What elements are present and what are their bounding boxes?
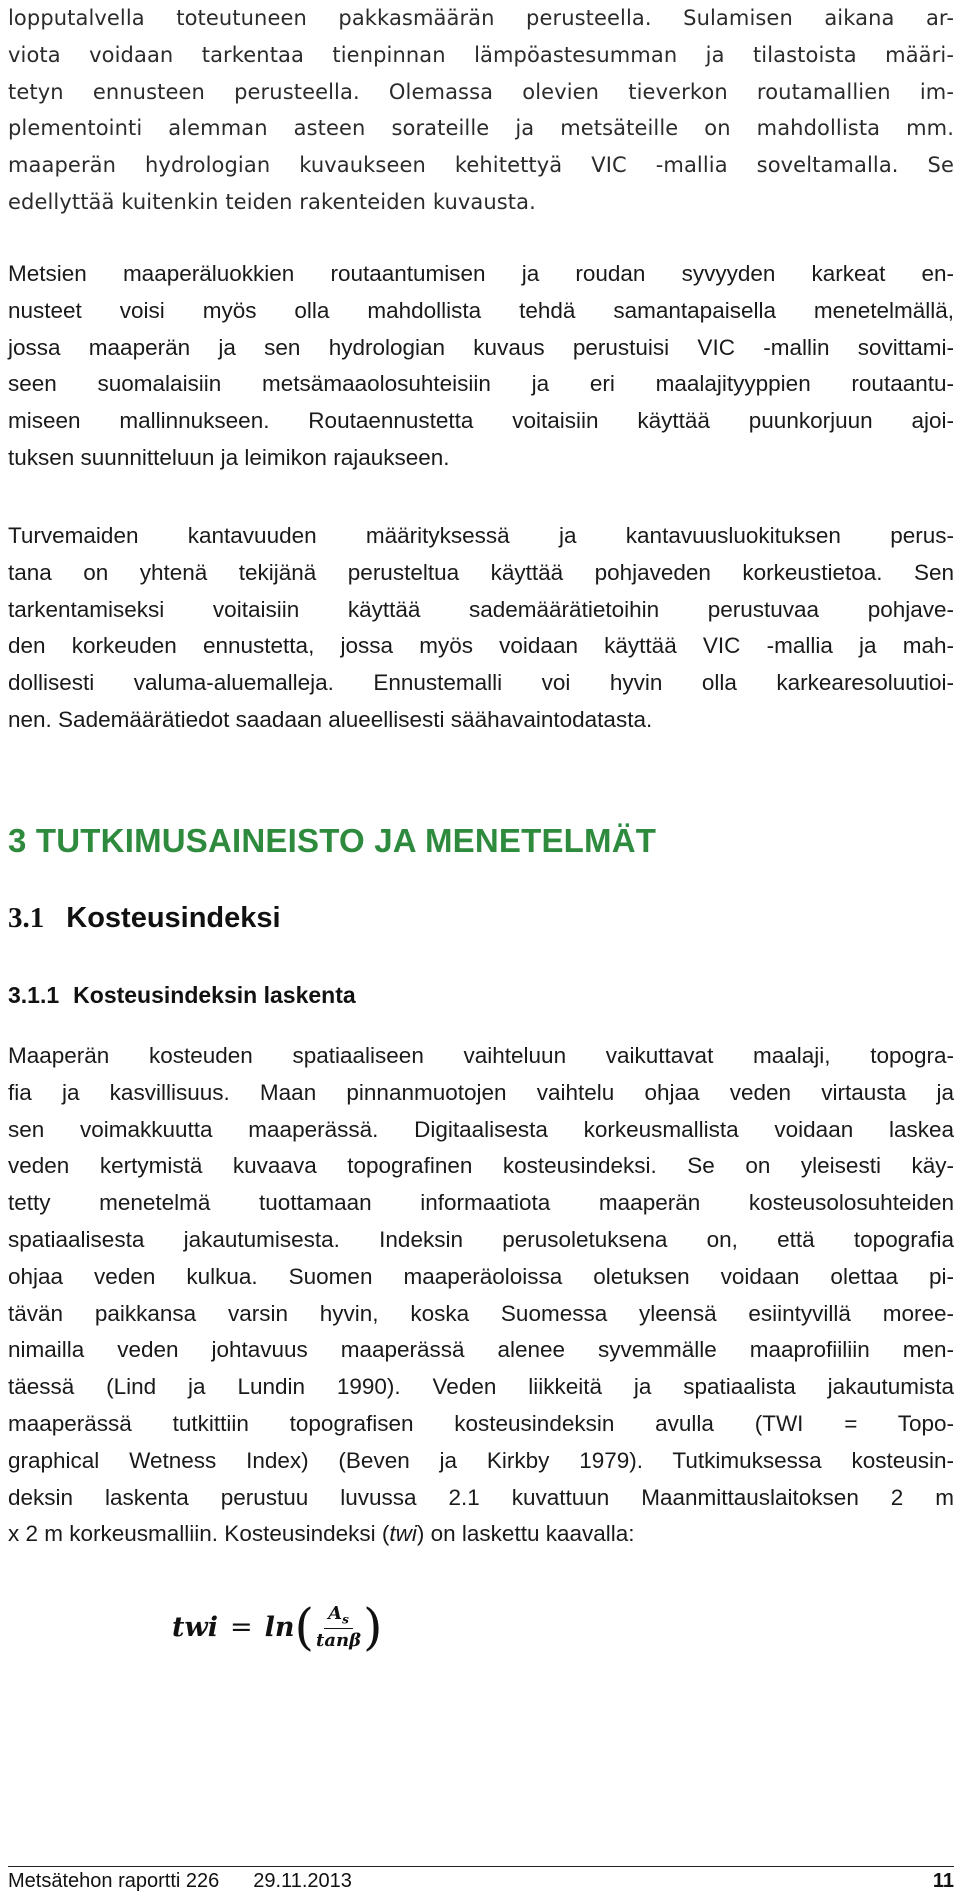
- numerator-symbol: A: [328, 1603, 343, 1625]
- formula-fraction: [316, 1603, 361, 1651]
- text-line: tarkentamiseksi voitaisiin käyttää sademäärätietoihin perustuvaa pohjave-: [8, 596, 954, 622]
- text-line: maaperässä tutkittiin topografisen kosteusindeksin avulla (TWI = Topo-: [8, 1410, 954, 1436]
- text-line: jossa maaperän ja sen hydrologian kuvaus perustuisi VIC -mallin sovittami-: [8, 334, 954, 360]
- text-line: edellyttää kuitenkin teiden rakenteiden kuvausta.: [8, 189, 536, 214]
- formula-numerator: [324, 1603, 353, 1629]
- subsection-number: 3.1.1: [8, 982, 60, 1008]
- chapter-heading: 3 TUTKIMUSAINEISTO JA MENETELMÄT: [8, 822, 657, 859]
- text-line: dollisesti valuma-aluemalleja. Ennustemalli voi hyvin olla karkearesoluutioi-: [8, 670, 954, 696]
- formula-lhs: twi: [172, 1611, 218, 1643]
- formula-close-paren: ): [363, 1598, 383, 1656]
- text-line: den korkeuden ennustetta, jossa myös voidaan käyttää VIC -mallia ja mah-: [8, 633, 954, 659]
- text-line: tana on yhtenä tekijänä perusteltua käyttää pohjaveden korkeustietoa. Sen: [8, 559, 954, 585]
- formula-denominator: tanβ: [316, 1629, 362, 1651]
- paragraph-frost-forecast: [8, 0, 954, 221]
- footer-date: 29.11.2013: [253, 1870, 352, 1892]
- formula-open-paren: (: [294, 1598, 315, 1656]
- subsection-heading: [8, 982, 356, 1009]
- text-line: Turvemaiden kantavuuden määrityksessä ja kantavuusluokituksen perus-: [8, 523, 954, 548]
- text-line: plementointi alemman asteen sorateille ja metsäteille on mahdollista mm.: [8, 116, 954, 141]
- text-line: fia ja kasvillisuus. Maan pinnanmuotojen vaihtelu ohjaa veden virtausta ja: [8, 1079, 954, 1105]
- text-line: spatiaalisesta jakautumisesta. Indeksin perusoletuksena on, että topografia: [8, 1226, 954, 1252]
- numerator-subscript: s: [342, 1612, 349, 1627]
- section-title: Kosteusindeksi: [66, 902, 281, 934]
- text-line: graphical Wetness Index) (Beven ja Kirkby 1979). Tutkimuksessa kosteusin-: [8, 1447, 954, 1473]
- section-heading: [8, 902, 281, 935]
- footer-divider: [8, 1866, 954, 1867]
- paragraph-peatland-bearing: [8, 518, 954, 739]
- text-line: tävän paikkansa varsin hyvin, koska Suomessa yleensä esiintyvillä moree-: [8, 1300, 954, 1326]
- section-number: 3.1: [8, 902, 45, 934]
- text-line: Maaperän kosteuden spatiaaliseen vaihteluun vaikuttavat maalaji, topogra-: [8, 1043, 954, 1068]
- text-line: veden kertymistä kuvaava topografinen kosteusindeksi. Se on yleisesti käy-: [8, 1153, 954, 1179]
- twi-italic: twi: [389, 1521, 417, 1547]
- text-fragment: ) on laskettu kaavalla:: [416, 1521, 635, 1547]
- paragraph-forest-soil-frost: [8, 256, 954, 477]
- twi-formula: [172, 1592, 383, 1662]
- text-line: [8, 1516, 954, 1553]
- text-line: tetty menetelmä tuottamaan informaatiota maaperän kosteusolosuhteiden: [8, 1190, 954, 1216]
- text-line: lopputalvella toteutuneen pakkasmäärän perusteella. Sulamisen aikana ar-: [8, 6, 954, 30]
- text-line: ohjaa veden kulkua. Suomen maaperäoloissa oletuksen voidaan olettaa pi-: [8, 1263, 954, 1289]
- page-footer: [8, 1870, 954, 1893]
- text-line: nusteet voisi myös olla mahdollista tehdä samantapaisella menetelmällä,: [8, 297, 954, 323]
- page-number: 11: [932, 1870, 954, 1892]
- formula-function: ln: [264, 1611, 295, 1643]
- text-line: miseen mallinnukseen. Routaennustetta voitaisiin käyttää puunkorjuun ajoi-: [8, 408, 954, 434]
- text-fragment: x 2 m korkeusmalliin. Kosteusindeksi (: [8, 1521, 390, 1547]
- text-line: Metsien maaperäluokkien routaantumisen ja roudan syvyyden karkeat en-: [8, 261, 954, 286]
- paragraph-wetness-index: [8, 1038, 954, 1553]
- text-line: nimailla veden johtavuus maaperässä alenee syvemmälle maaprofiiliin men-: [8, 1337, 954, 1363]
- footer-report-title: Metsätehon raportti 226: [8, 1870, 220, 1892]
- text-line: tetyn ennusteen perusteella. Olemassa olevien tieverkon routamallien im-: [8, 79, 954, 104]
- text-line: viota voidaan tarkentaa tienpinnan lämpöastesumman ja tilastoista määri-: [8, 42, 954, 67]
- text-line: maaperän hydrologian kuvaukseen kehitettyä VIC -mallia soveltamalla. Se: [8, 153, 954, 178]
- subsection-title: Kosteusindeksin laskenta: [73, 982, 356, 1008]
- text-line: deksin laskenta perustuu luvussa 2.1 kuvattuun Maanmittauslaitoksen 2 m: [8, 1484, 954, 1510]
- formula-equals: =: [229, 1611, 253, 1643]
- text-line: sen voimakkuutta maaperässä. Digitaalisesta korkeusmallista voidaan laskea: [8, 1116, 954, 1142]
- text-line: täessä (Lind ja Lundin 1990). Veden liikkeitä ja spatiaalista jakautumista: [8, 1374, 954, 1400]
- text-line: seen suomalaisiin metsämaaolosuhteisiin ja eri maalajityyppien routaantu-: [8, 371, 954, 397]
- text-line: tuksen suunnitteluun ja leimikon rajaukseen.: [8, 444, 450, 470]
- text-line: nen. Sademäärätiedot saadaan alueellisesti säähavaintodatasta.: [8, 706, 653, 732]
